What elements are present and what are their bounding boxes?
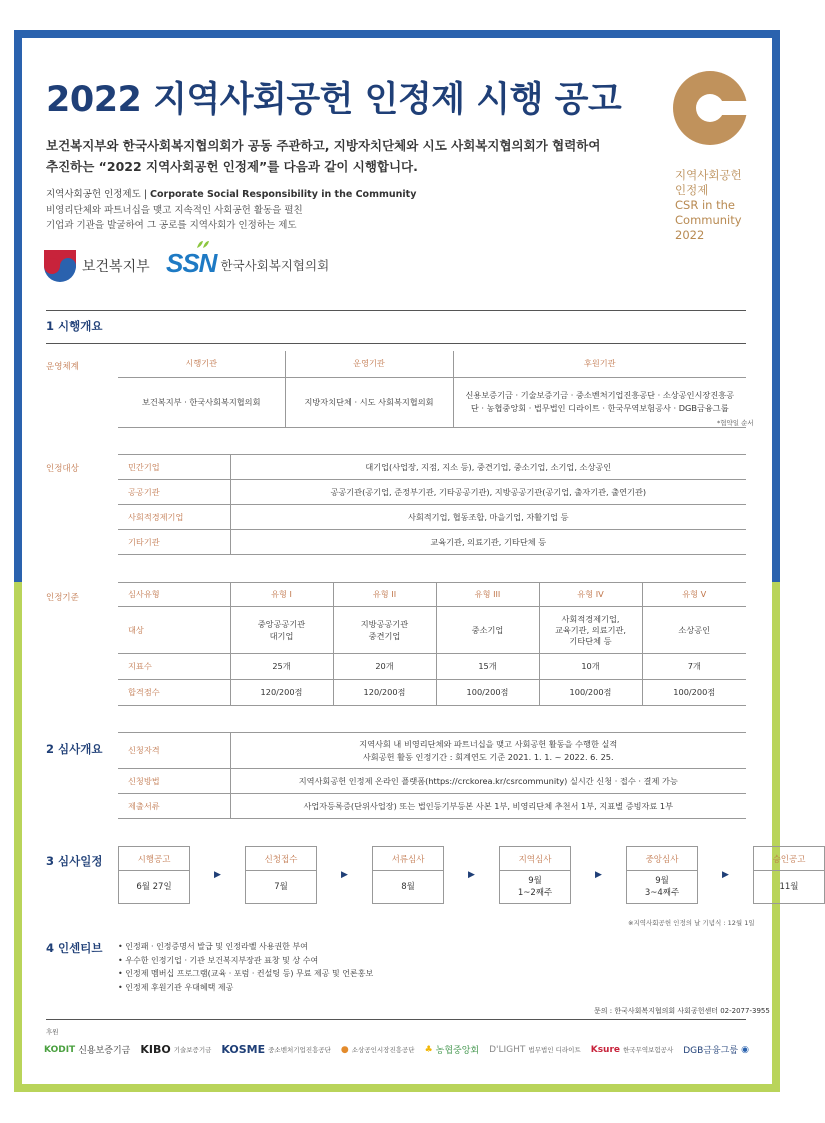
dgb-icon: ◉ xyxy=(741,1044,749,1055)
criteria-cell: 소상공인 xyxy=(642,607,746,654)
sponsor-dlight: D'LIGHT 법무법인 디라이트 xyxy=(489,1044,581,1055)
criteria-cell: 중앙공공기관 대기업 xyxy=(230,607,333,654)
criteria-label: 인정기준 xyxy=(46,593,79,603)
divider xyxy=(46,310,746,311)
schedule-step xyxy=(245,846,317,904)
step-title: 승인공고 xyxy=(754,847,824,871)
step-date: 9월 3~4째주 xyxy=(644,876,680,898)
criteria-header: 유형 III xyxy=(436,583,539,607)
operation-cell: 신용보증기금 · 기술보증기금 · 중소벤처기업진흥공단 · 소상공인시장진흥공단 · 농협중앙회 · 법무법인 디라이트 · 한국무역보험공사 · DGB금융그룹 xyxy=(453,377,746,427)
operation-note: *협약일 순서 xyxy=(717,419,754,427)
target-key: 민간기업 xyxy=(118,455,230,480)
incentive-list xyxy=(118,940,373,994)
operation-cell: 지방자치단체 · 시도 사회복지협의회 xyxy=(285,377,453,427)
schedule-step xyxy=(626,846,698,904)
definition-heading-ko: 지역사회공헌 인정제도 xyxy=(46,189,141,200)
step-date: 6월 27일 xyxy=(136,882,172,892)
target-key: 사회적경제기업 xyxy=(118,505,230,530)
definition-line: 비영리단체와 파트너십을 맺고 지속적인 사회공헌 활동을 펼친 xyxy=(46,205,303,216)
divider xyxy=(46,343,746,344)
step-date: 11월 xyxy=(779,882,799,892)
step-title: 시행공고 xyxy=(119,847,189,871)
review-key: 신청방법 xyxy=(118,769,230,794)
ssn-name: 한국사회복지협의회 xyxy=(220,258,330,273)
review-value: 사업자등록증(단위사업장) 또는 법인등기부등본 사본 1부, 비영리단체 추천서 1부, 지표별 증빙자료 1부 xyxy=(230,794,746,819)
arrow-right-icon: ▶ xyxy=(214,870,221,880)
target-label: 인정대상 xyxy=(46,464,79,474)
review-value xyxy=(230,733,746,769)
arrow-right-icon: ▶ xyxy=(595,870,602,880)
brand-line: Community xyxy=(675,213,742,227)
operation-label: 운영체계 xyxy=(46,362,79,372)
review-line: 지역사회 내 비영리단체와 파트너십을 맺고 사회공헌 활동을 수행한 실적 xyxy=(359,738,618,749)
schedule-step xyxy=(118,846,190,904)
target-table xyxy=(118,454,746,555)
arrow-right-icon: ▶ xyxy=(341,870,348,880)
operation-cell: 보건복지부 · 한국사회복지협의회 xyxy=(118,377,285,427)
sponsor-kibo: KIBO 기술보증기금 xyxy=(140,1043,212,1056)
mohw-logo xyxy=(44,250,150,282)
criteria-cell: 100/200점 xyxy=(436,680,539,706)
schedule-step xyxy=(499,846,571,904)
operation-header: 시행기관 xyxy=(118,351,285,377)
target-value: 교육기관, 의료기관, 기타단체 등 xyxy=(230,530,746,555)
nh-icon: ♣ xyxy=(424,1044,433,1055)
criteria-cell: 20개 xyxy=(333,654,436,680)
section-2-title: 2 심사개요 xyxy=(46,742,103,756)
criteria-cell: 10개 xyxy=(539,654,642,680)
arrow-right-icon: ▶ xyxy=(722,870,729,880)
semas-icon: ● xyxy=(340,1044,349,1055)
step-title: 중앙심사 xyxy=(627,847,697,871)
criteria-key: 대상 xyxy=(118,607,230,654)
review-key: 신청자격 xyxy=(118,733,230,769)
criteria-header: 유형 IV xyxy=(539,583,642,607)
ssn-logo xyxy=(166,248,329,279)
review-table xyxy=(118,732,746,819)
target-value: 대기업(사업장, 지점, 지소 등), 중견기업, 중소기업, 소기업, 소상공인 xyxy=(230,455,746,480)
definition-heading-en: Corporate Social Responsibility in the Community xyxy=(150,189,417,200)
criteria-cell: 120/200점 xyxy=(230,680,333,706)
brand-line: CSR in the xyxy=(675,198,735,212)
criteria-cell: 지방공공기관 중견기업 xyxy=(333,607,436,654)
review-line: 사회공헌 활동 인정기간 : 회계연도 기준 2021. 1. 1. ~ 2022. 6. 25. xyxy=(362,751,614,762)
brand-line: 인정제 xyxy=(675,183,709,197)
page-title: 2022 지역사회공헌 인정제 시행 공고 xyxy=(46,80,622,120)
incentive-item: • 인정제 후원기관 우대혜택 제공 xyxy=(118,982,234,992)
step-title: 신청접수 xyxy=(246,847,316,871)
step-title: 서류심사 xyxy=(373,847,443,871)
incentive-item: • 우수한 인정기업 · 기관 보건복지부장관 표창 및 상 수여 xyxy=(118,955,319,965)
target-value: 사회적기업, 협동조합, 마을기업, 자활기업 등 xyxy=(230,505,746,530)
criteria-table xyxy=(118,582,746,706)
step-date: 7월 xyxy=(274,882,288,892)
operation-table xyxy=(118,351,746,428)
criteria-cell: 7개 xyxy=(642,654,746,680)
criteria-cell: 100/200점 xyxy=(642,680,746,706)
sponsor-label: 후원 xyxy=(46,1028,59,1036)
target-key: 공공기관 xyxy=(118,480,230,505)
definition-heading: 지역사회공헌 인정제도 | Corporate Social Responsibility in the Community xyxy=(46,189,417,200)
criteria-header: 유형 II xyxy=(333,583,436,607)
target-value: 공공기관(공기업, 준정부기관, 기타공공기관), 지방공공기관(공기업, 출자기관, 출연기관) xyxy=(230,480,746,505)
definition-line: 기업과 기관을 발굴하여 그 공로를 지역사회가 인정하는 제도 xyxy=(46,220,297,231)
mohw-name: 보건복지부 xyxy=(82,259,150,275)
arrow-right-icon: ▶ xyxy=(468,870,475,880)
criteria-key: 합격점수 xyxy=(118,680,230,706)
criteria-header: 유형 I xyxy=(230,583,333,607)
operation-header: 운영기관 xyxy=(285,351,453,377)
intro-text: 보건복지부와 한국사회복지협의회가 공동 주관하고, 지방자치단체와 시도 사회복지협의회가 협력하여 추진하는 “2022 지역사회공헌 인정제”를 다음과 같이 시행합니다. xyxy=(46,138,601,174)
ssn-mark: SSN xyxy=(166,248,216,279)
criteria-header: 심사유형 xyxy=(118,583,230,607)
target-key: 기타기관 xyxy=(118,530,230,555)
sponsor-nh: ♣ 농협중앙회 xyxy=(424,1044,480,1056)
sponsor-ksure: Ksure 한국무역보험공사 xyxy=(590,1044,674,1055)
criteria-cell: 중소기업 xyxy=(436,607,539,654)
step-date: 9월 1~2째주 xyxy=(517,876,553,898)
step-title: 지역심사 xyxy=(500,847,570,871)
incentive-item: • 인정패 · 인정증명서 발급 및 인정라벨 사용권한 부여 xyxy=(118,942,308,951)
sponsor-dgb: DGB금융그룹 ◉ xyxy=(683,1044,749,1056)
csr-logo-icon xyxy=(672,70,748,146)
sponsor-kodit: KODIT 신용보증기금 xyxy=(44,1044,131,1056)
schedule-step xyxy=(753,846,825,904)
step-date: 8월 xyxy=(401,882,415,892)
criteria-cell: 25개 xyxy=(230,654,333,680)
section-4-title: 4 인센티브 xyxy=(46,941,103,955)
criteria-header: 유형 V xyxy=(642,583,746,607)
contact-info: 문의 : 한국사회복지협의회 사회공헌센터 02-2077-3955 xyxy=(594,1007,770,1015)
brand-line: 2022 xyxy=(675,228,705,242)
leaf-icon xyxy=(196,240,210,249)
sponsor-logos xyxy=(44,1043,749,1056)
sponsor-semas: ● 소상공인시장진흥공단 xyxy=(340,1044,415,1055)
review-key: 제출서류 xyxy=(118,794,230,819)
criteria-cell: 15개 xyxy=(436,654,539,680)
criteria-cell: 120/200점 xyxy=(333,680,436,706)
brand-line: 지역사회공헌 xyxy=(675,168,742,182)
sponsor-kosme: KOSME 중소벤처기업진흥공단 xyxy=(221,1043,331,1056)
csr-brand-text xyxy=(675,168,742,243)
criteria-cell: 사회적경제기업, 교육기관, 의료기관, 기타단체 등 xyxy=(539,607,642,654)
definition-body xyxy=(46,203,303,233)
operation-header: 후원기관 xyxy=(453,351,746,377)
schedule-flow xyxy=(118,846,825,904)
schedule-step xyxy=(372,846,444,904)
review-value: 지역사회공헌 인정제 온라인 플랫폼(https://crckorea.kr/csrcommunity) 실시간 신청 · 접수 · 결제 가능 xyxy=(230,769,746,794)
taegeuk-icon xyxy=(44,250,76,282)
incentive-item: • 인정제 멤버십 프로그램(교육 · 포럼 · 컨설팅 등) 무료 제공 및 언론홍보 xyxy=(118,969,374,978)
criteria-key: 지표수 xyxy=(118,654,230,680)
ceremony-note: ※지역사회공헌 인정의 날 기념식 : 12월 1일 xyxy=(628,919,755,927)
section-3-title: 3 심사일정 xyxy=(46,854,103,868)
section-1-title: 1 시행개요 xyxy=(46,319,103,333)
divider xyxy=(46,1019,746,1020)
criteria-cell: 100/200점 xyxy=(539,680,642,706)
